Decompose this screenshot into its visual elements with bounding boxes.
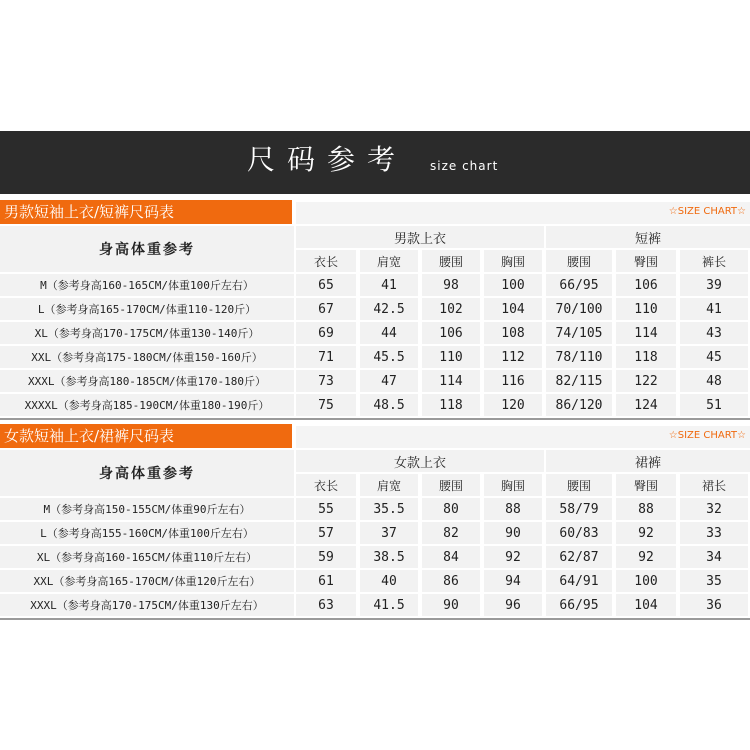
men-size-value: 102 bbox=[422, 298, 480, 320]
men-col-header: 臀围 bbox=[616, 250, 676, 272]
women-col-header: 裙长 bbox=[680, 474, 748, 496]
women-size-value: 61 bbox=[296, 570, 356, 592]
men-size-label: L（参考身高165-170CM/体重110-120斤） bbox=[0, 298, 294, 320]
men-size-value: 41 bbox=[680, 298, 748, 320]
women-size-value: 57 bbox=[296, 522, 356, 544]
men-size-label: XL（参考身高170-175CM/体重130-140斤） bbox=[0, 322, 294, 344]
men-size-value: 66/95 bbox=[546, 274, 612, 296]
men-size-value: 108 bbox=[484, 322, 542, 344]
women-size-value: 36 bbox=[680, 594, 748, 616]
men-col-header: 衣长 bbox=[296, 250, 356, 272]
women-size-value: 80 bbox=[422, 498, 480, 520]
men-ref-header: 身高体重参考 bbox=[0, 226, 294, 272]
women-col-header: 肩宽 bbox=[360, 474, 418, 496]
men-size-value: 45 bbox=[680, 346, 748, 368]
men-size-value: 73 bbox=[296, 370, 356, 392]
women-size-label: L（参考身高155-160CM/体重100斤左右） bbox=[0, 522, 294, 544]
women-col-header: 臀围 bbox=[616, 474, 676, 496]
women-size-section bbox=[0, 424, 750, 620]
men-size-value: 112 bbox=[484, 346, 542, 368]
women-size-value: 90 bbox=[484, 522, 542, 544]
women-size-value: 64/91 bbox=[546, 570, 612, 592]
men-col-header: 腰围 bbox=[422, 250, 480, 272]
women-col-header: 胸围 bbox=[484, 474, 542, 496]
men-section-title: 男款短袖上衣/短裤尺码表 bbox=[0, 200, 292, 224]
men-size-value: 48.5 bbox=[360, 394, 418, 416]
men-col-header: 腰围 bbox=[546, 250, 612, 272]
women-size-value: 34 bbox=[680, 546, 748, 568]
men-size-value: 116 bbox=[484, 370, 542, 392]
men-size-section bbox=[0, 200, 750, 420]
men-size-value: 124 bbox=[616, 394, 676, 416]
men-size-value: 39 bbox=[680, 274, 748, 296]
women-section-header bbox=[0, 424, 750, 448]
women-size-value: 84 bbox=[422, 546, 480, 568]
women-size-value: 62/87 bbox=[546, 546, 612, 568]
men-size-value: 70/100 bbox=[546, 298, 612, 320]
women-section-title: 女款短袖上衣/裙裤尺码表 bbox=[0, 424, 292, 448]
women-size-label: XXXL（参考身高170-175CM/体重130斤左右） bbox=[0, 594, 294, 616]
women-size-table bbox=[0, 448, 750, 620]
men-size-value: 44 bbox=[360, 322, 418, 344]
men-size-value: 82/115 bbox=[546, 370, 612, 392]
men-size-value: 120 bbox=[484, 394, 542, 416]
women-group-bottom: 裙裤 bbox=[546, 450, 750, 472]
women-size-value: 33 bbox=[680, 522, 748, 544]
women-size-value: 88 bbox=[484, 498, 542, 520]
men-size-value: 47 bbox=[360, 370, 418, 392]
women-size-value: 41.5 bbox=[360, 594, 418, 616]
women-size-value: 35 bbox=[680, 570, 748, 592]
women-col-header: 腰围 bbox=[422, 474, 480, 496]
women-size-value: 92 bbox=[484, 546, 542, 568]
women-size-value: 55 bbox=[296, 498, 356, 520]
women-size-value: 63 bbox=[296, 594, 356, 616]
men-size-value: 51 bbox=[680, 394, 748, 416]
men-size-value: 86/120 bbox=[546, 394, 612, 416]
men-group-bottom: 短裤 bbox=[546, 226, 750, 248]
women-size-chart-tag: ☆SIZE CHART☆ bbox=[668, 430, 746, 441]
men-size-chart-tag: ☆SIZE CHART☆ bbox=[668, 206, 746, 217]
men-size-value: 42.5 bbox=[360, 298, 418, 320]
women-size-label: M（参考身高150-155CM/体重90斤左右） bbox=[0, 498, 294, 520]
men-group-top: 男款上衣 bbox=[296, 226, 544, 248]
women-size-value: 66/95 bbox=[546, 594, 612, 616]
men-size-value: 48 bbox=[680, 370, 748, 392]
women-size-value: 104 bbox=[616, 594, 676, 616]
women-size-value: 58/79 bbox=[546, 498, 612, 520]
men-size-value: 114 bbox=[422, 370, 480, 392]
men-col-header: 肩宽 bbox=[360, 250, 418, 272]
women-size-value: 86 bbox=[422, 570, 480, 592]
men-size-value: 67 bbox=[296, 298, 356, 320]
men-size-value: 74/105 bbox=[546, 322, 612, 344]
men-col-header: 裤长 bbox=[680, 250, 748, 272]
banner-subtitle: size chart bbox=[430, 159, 499, 173]
men-size-value: 65 bbox=[296, 274, 356, 296]
header-banner bbox=[0, 131, 750, 194]
men-size-value: 45.5 bbox=[360, 346, 418, 368]
women-col-header: 衣长 bbox=[296, 474, 356, 496]
men-size-table bbox=[0, 224, 750, 420]
women-size-value: 37 bbox=[360, 522, 418, 544]
men-size-value: 71 bbox=[296, 346, 356, 368]
men-section-header bbox=[0, 200, 750, 224]
men-size-value: 118 bbox=[616, 346, 676, 368]
men-size-value: 104 bbox=[484, 298, 542, 320]
women-table-bottom-rule bbox=[0, 618, 750, 620]
women-size-value: 32 bbox=[680, 498, 748, 520]
women-size-label: XXL（参考身高165-170CM/体重120斤左右） bbox=[0, 570, 294, 592]
women-size-value: 59 bbox=[296, 546, 356, 568]
men-size-value: 43 bbox=[680, 322, 748, 344]
men-table-bottom-rule bbox=[0, 418, 750, 420]
men-size-value: 69 bbox=[296, 322, 356, 344]
men-size-value: 98 bbox=[422, 274, 480, 296]
banner-title: 尺码参考 bbox=[247, 143, 408, 176]
men-size-label: XXL（参考身高175-180CM/体重150-160斤） bbox=[0, 346, 294, 368]
women-size-value: 94 bbox=[484, 570, 542, 592]
women-size-value: 100 bbox=[616, 570, 676, 592]
men-size-value: 110 bbox=[616, 298, 676, 320]
women-size-value: 88 bbox=[616, 498, 676, 520]
women-size-value: 35.5 bbox=[360, 498, 418, 520]
women-size-value: 96 bbox=[484, 594, 542, 616]
women-section-strip bbox=[296, 426, 750, 448]
men-size-label: XXXXL（参考身高185-190CM/体重180-190斤） bbox=[0, 394, 294, 416]
women-size-value: 38.5 bbox=[360, 546, 418, 568]
men-size-value: 75 bbox=[296, 394, 356, 416]
men-size-label: M（参考身高160-165CM/体重100斤左右） bbox=[0, 274, 294, 296]
women-ref-header: 身高体重参考 bbox=[0, 450, 294, 496]
men-size-value: 110 bbox=[422, 346, 480, 368]
women-col-header: 腰围 bbox=[546, 474, 612, 496]
women-size-value: 40 bbox=[360, 570, 418, 592]
men-section-strip bbox=[296, 202, 750, 224]
men-size-value: 118 bbox=[422, 394, 480, 416]
men-size-label: XXXL（参考身高180-185CM/体重170-180斤） bbox=[0, 370, 294, 392]
men-size-value: 106 bbox=[616, 274, 676, 296]
women-size-value: 92 bbox=[616, 546, 676, 568]
women-size-value: 90 bbox=[422, 594, 480, 616]
men-size-value: 41 bbox=[360, 274, 418, 296]
men-size-value: 100 bbox=[484, 274, 542, 296]
men-col-header: 胸围 bbox=[484, 250, 542, 272]
men-size-value: 106 bbox=[422, 322, 480, 344]
men-size-value: 114 bbox=[616, 322, 676, 344]
women-size-value: 92 bbox=[616, 522, 676, 544]
women-size-value: 82 bbox=[422, 522, 480, 544]
men-size-value: 78/110 bbox=[546, 346, 612, 368]
women-group-top: 女款上衣 bbox=[296, 450, 544, 472]
women-size-label: XL（参考身高160-165CM/体重110斤左右） bbox=[0, 546, 294, 568]
men-size-value: 122 bbox=[616, 370, 676, 392]
women-size-value: 60/83 bbox=[546, 522, 612, 544]
